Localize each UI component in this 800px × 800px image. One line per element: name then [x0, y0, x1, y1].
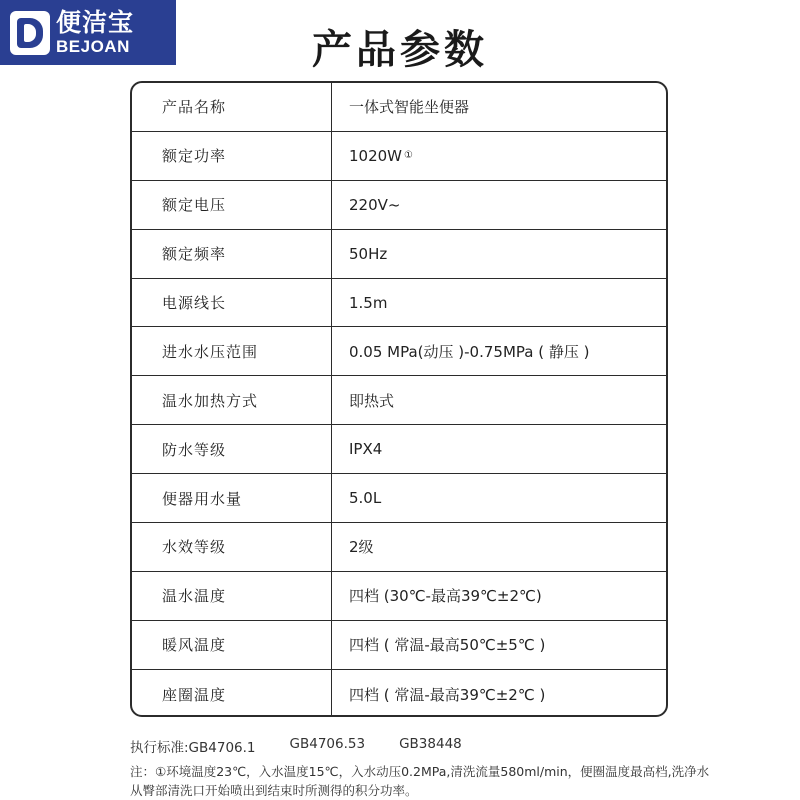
- page-title: 产品参数: [312, 27, 488, 73]
- standard-label: 执行标准:GB4706.1: [130, 740, 256, 756]
- spec-value: 5.0L: [349, 489, 382, 508]
- table-row: [132, 132, 666, 181]
- spec-value: 四档 ( 常温-最高50℃±5℃ ): [349, 636, 546, 655]
- spec-name: 便器用水量: [132, 474, 332, 522]
- brand-name-en: BEJOAN: [56, 37, 130, 56]
- footnote-marker: ①: [404, 150, 413, 162]
- table-row: [132, 670, 666, 717]
- spec-name: 防水等级: [132, 425, 332, 473]
- spec-value: 1020W: [349, 146, 403, 165]
- table-row: [132, 279, 666, 328]
- spec-name: 额定功率: [132, 132, 332, 180]
- spec-value: 0.05 MPa(动压 )-0.75MPa ( 静压 ): [349, 342, 590, 361]
- spec-value: 一体式智能坐便器: [349, 98, 470, 117]
- spec-name: 进水水压范围: [132, 327, 332, 375]
- spec-name: 电源线长: [132, 279, 332, 327]
- spec-name: 水效等级: [132, 523, 332, 571]
- spec-value: IPX4: [349, 440, 383, 459]
- spec-name: 暖风温度: [132, 621, 332, 669]
- spec-name: 额定电压: [132, 181, 332, 229]
- spec-value: 四档 ( 常温-最高39℃±2℃ ): [349, 685, 546, 704]
- spec-name: 温水加热方式: [132, 376, 332, 424]
- table-row: [132, 474, 666, 523]
- table-row: [132, 523, 666, 572]
- spec-name: 座圈温度: [132, 670, 332, 717]
- spec-name: 温水温度: [132, 572, 332, 620]
- footnote-text: 注：①环境温度23℃，入水温度15℃，入水动压0.2MPa,清洗流量580ml/min，便圈温度最高档,洗净水从臀部清洗口开始喷出到结束时所测得的积分功率。: [130, 764, 710, 798]
- spec-value: 1.5m: [349, 293, 388, 312]
- spec-value: 四档 (30℃-最高39℃±2℃): [349, 587, 542, 606]
- spec-table: [130, 81, 668, 717]
- standard-item: GB4706.53: [289, 736, 366, 752]
- table-row: [132, 230, 666, 279]
- table-row: [132, 376, 666, 425]
- spec-value: 即热式: [349, 391, 395, 410]
- table-row: [132, 621, 666, 670]
- spec-value: 220V~: [349, 195, 401, 214]
- standard-item: GB38448: [399, 736, 462, 752]
- table-row: [132, 327, 666, 376]
- spec-value: 2级: [349, 538, 374, 557]
- table-row: [132, 572, 666, 621]
- spec-name: 产品名称: [132, 83, 332, 131]
- spec-name: 额定频率: [132, 230, 332, 278]
- standards-line: [130, 736, 496, 756]
- table-row: [132, 181, 666, 230]
- spec-value: 50Hz: [349, 244, 388, 263]
- brand-name-cn: 便洁宝: [56, 8, 135, 37]
- table-row: [132, 83, 666, 132]
- table-row: [132, 425, 666, 474]
